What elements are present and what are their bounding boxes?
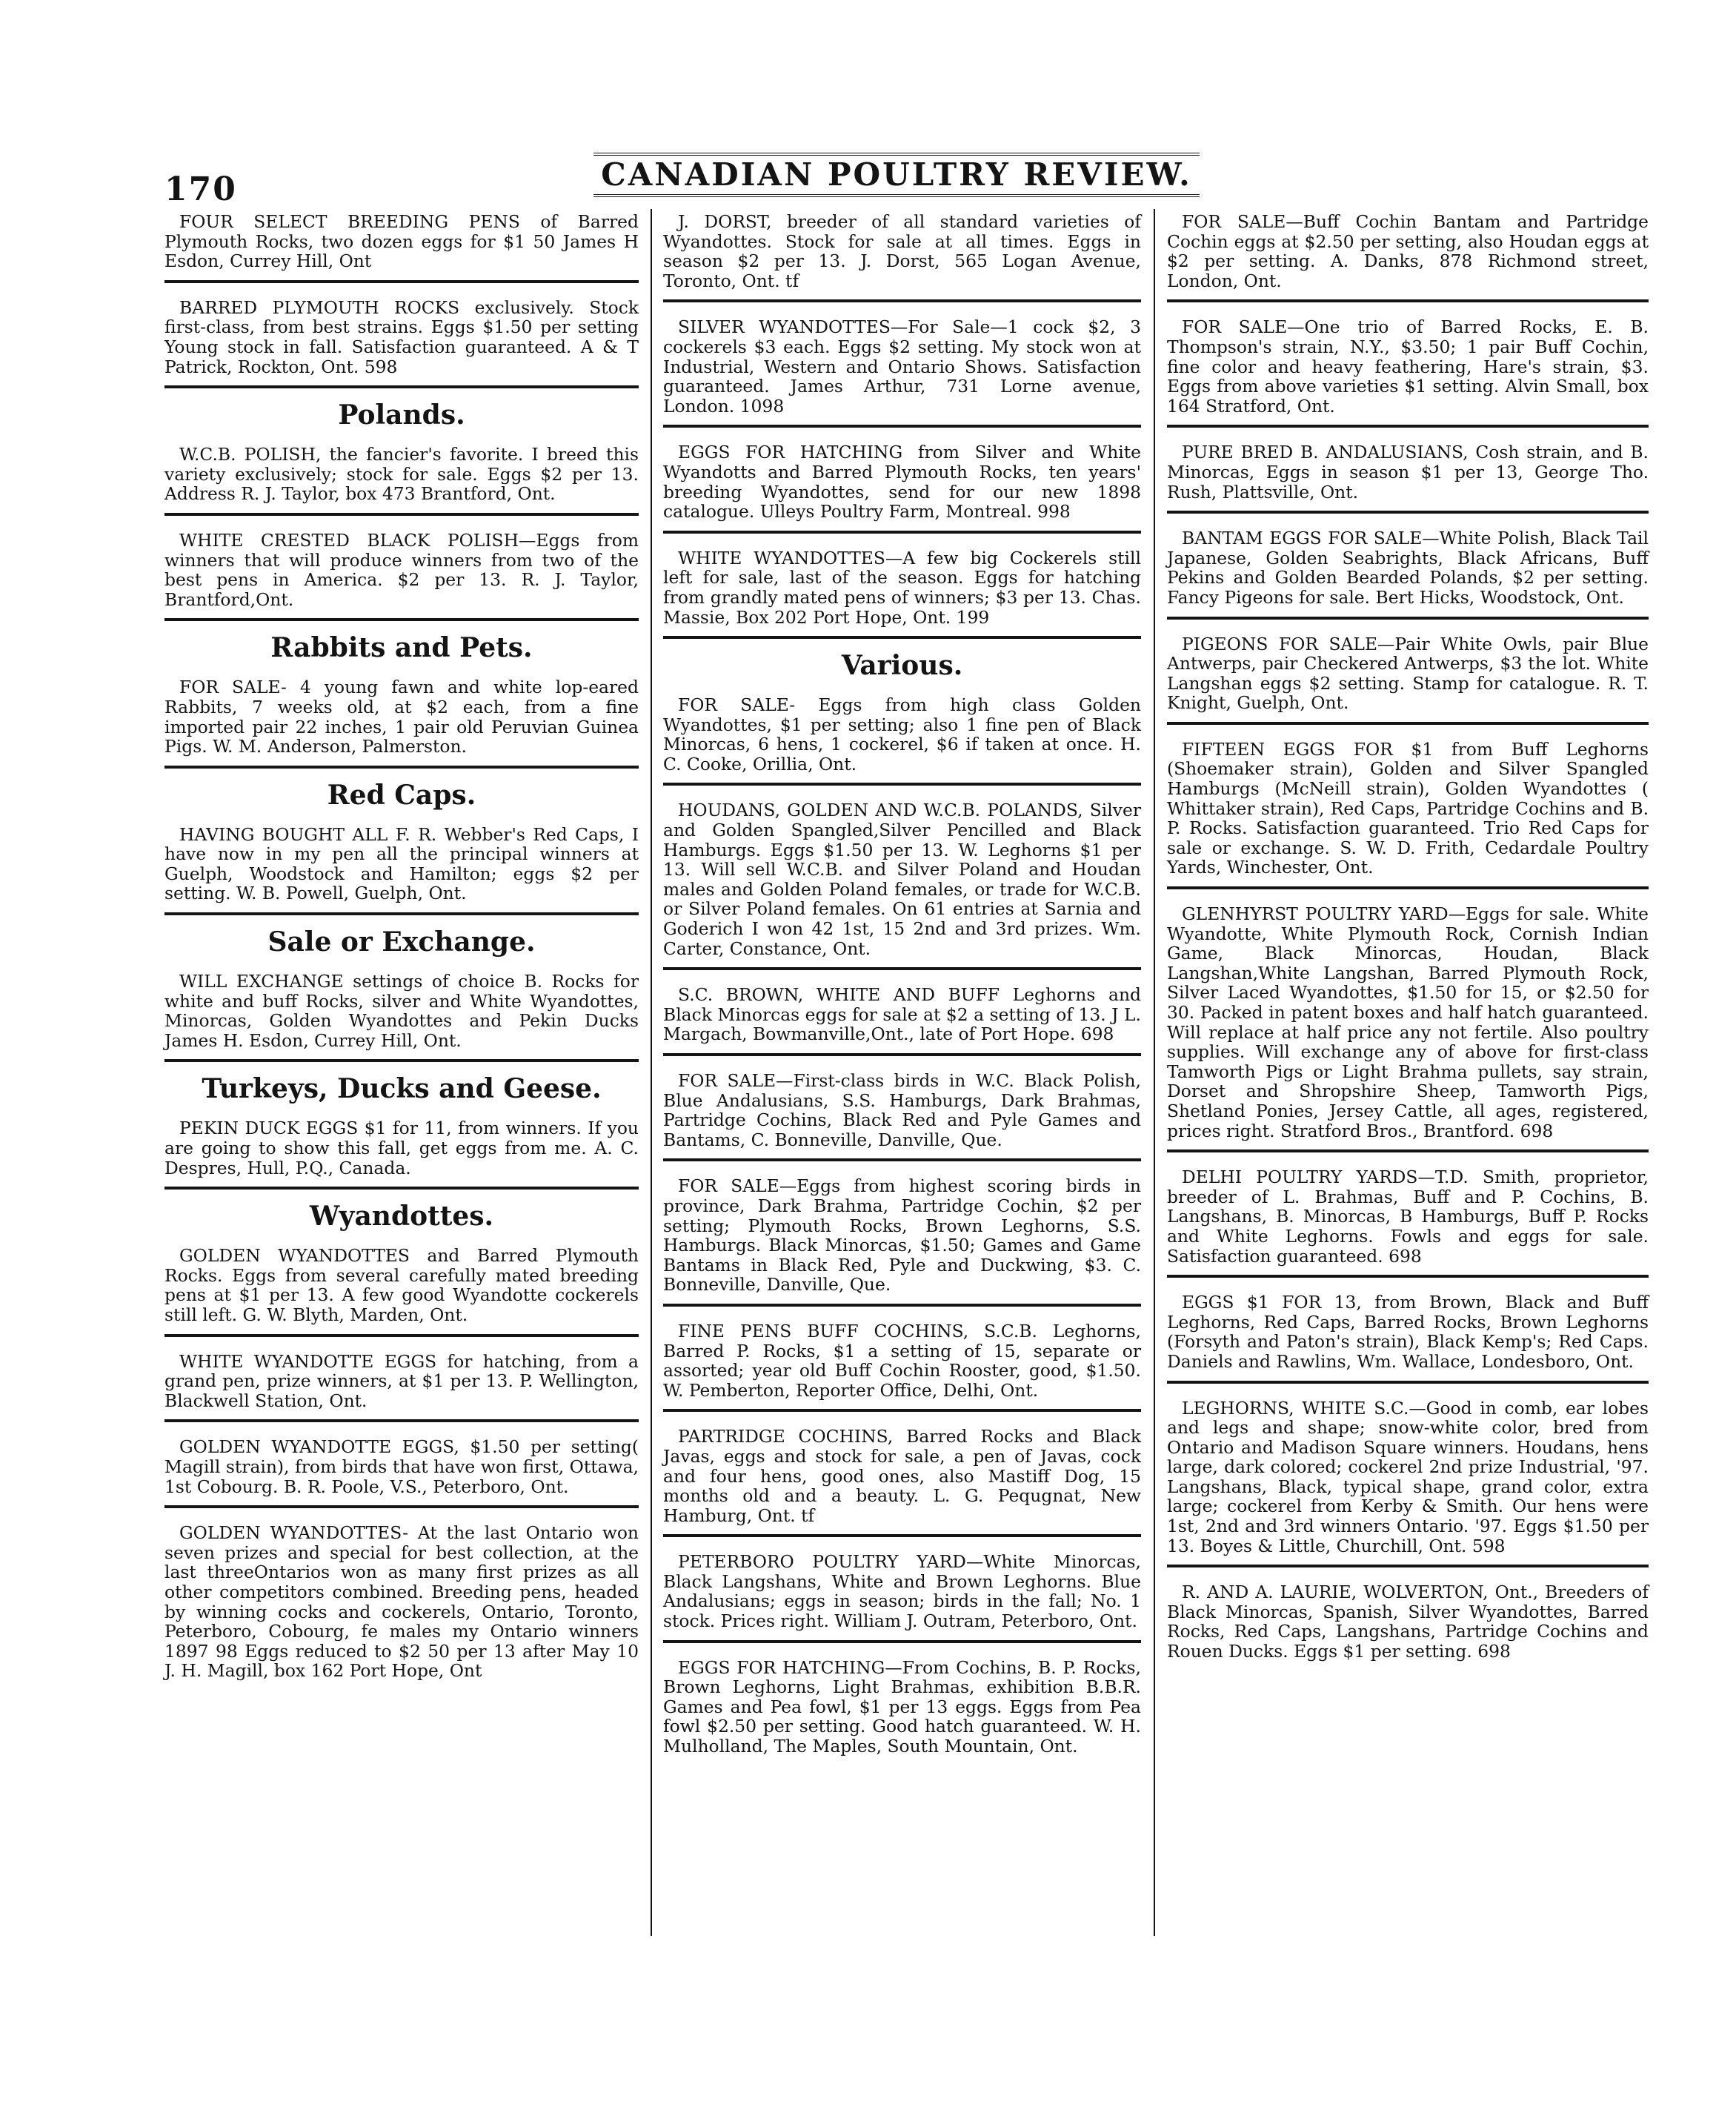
advertisement: W.C.B. POLISH, the fancier's favorite. I breed this variety exclusively; stock for sale. Eggs $2 per 13. Address R. J. Taylor, box 473 Brantford, Ont. <box>164 442 639 516</box>
advertisement: HOUDANS, GOLDEN AND W.C.B. POLANDS, Silver and Golden Spangled,Silver Pencilled and Black Hamburgs. Eggs $1.50 per 13. W. Leghorns $1 per 13. Will sell W.C.B. and Silver Poland and Houdan males and Golden Poland females, or trade for W.C.B. or Silver Poland females. On 61 entries at Sarnia and Goderich I won 42 1st, 15 2nd and 3rd prizes. Wm. Carter, Constance, Ont. <box>663 797 1141 970</box>
masthead <box>601 145 1192 205</box>
advertisement: PARTRIDGE COCHINS, Barred Rocks and Black Javas, eggs and stock for sale, a pen of Javas, cock and four hens, good ones, also Mastiff Dog, 15 months old and a beauty. L. G. Pequgnat, New Hamburg, Ont. tf <box>663 1424 1141 1537</box>
column-3 <box>1167 209 1649 1682</box>
advertisement: EGGS FOR HATCHING from Silver and White Wyandotts and Barred Plymouth Rocks, ten years' breeding Wyandottes, send for our new 1898 catalogue. Ulleys Poultry Farm, Montreal. 998 <box>663 439 1141 533</box>
advertisement: PURE BRED B. ANDALUSIANS, Cosh strain, and B. Minorcas, Eggs in season $1 per 13, George Tho. Rush, Plattsville, Ont. <box>1167 439 1649 514</box>
advertisement: S.C. BROWN, WHITE AND BUFF Leghorns and Black Minorcas eggs for sale at $2 a setting of 13. J L. Margach, Bowmanville,Ont., late of Port Hope. 698 <box>663 982 1141 1056</box>
section-heading-red-caps: Red Caps. <box>327 779 476 811</box>
advertisement: GOLDEN WYANDOTTES- At the last Ontario won seven prizes and special for best collection, at the last threeOntarios won as many first prizes as all other competitors combined. Breeding pens, headed by winning cocks and cockerels, Ontario, Toronto, Peterboro, Cobourg, fe males my Ontario winners 1897 98 Eggs reduced to $2 50 per 13 after May 10 J. H. Magill, box 162 Port Hope, Ont <box>164 1522 639 1682</box>
advertisement: FOR SALE—Eggs from highest scoring birds in province, Dark Brahma, Partridge Cochin, $2 per setting; Plymouth Rocks, Brown Leghorns, S.S. Hamburgs. Black Minorcas, $1.50; Games and Game Bantams in Black Red, Pyle and Duckwing, $3. C. Bonneville, Danville, Que. <box>663 1173 1141 1307</box>
advertisement: FOR SALE- 4 young fawn and white lop-eared Rabbits, 7 weeks old, at $2 each, from a fine imported pair 22 inches, 1 pair old Peruvian Guinea Pigs. W. M. Anderson, Palmerston. <box>164 674 639 768</box>
advertisement: GLENHYRST POULTRY YARD—Eggs for sale. White Wyandotte, White Plymouth Rock, Cornish Indian Game, Black Minorcas, Houdan, Black Langshan,White Langshan, Barred Plymouth Rock, Silver Laced Wyandottes, $1.50 for 15, or $2.50 for 30. Packed in patent boxes and half hatch guaranteed. Will replace at half price any not fertile. Also poultry supplies. Will exchange any of above for first-class Tamworth Pigs or Light Brahma pullets, say strain, Dorset and Shropshire Sheep, Tamworth Pigs, Shetland Ponies, Jersey Cattle, all ages, registered, prices right. Stratford Bros., Brantford. 698 <box>1167 901 1649 1152</box>
advertisement: PEKIN DUCK EGGS $1 for 11, from winners. If you are going to show this fall, get eggs from me. A. C. Despres, Hull, P.Q., Canada. <box>164 1115 639 1190</box>
advertisement: WHITE WYANDOTTES—A few big Cockerels still left for sale, last of the season. Eggs for hatching from grandly mated pens of winners; $3 per 13. Chas. Massie, Box 202 Port Hope, Ont. 199 <box>663 545 1141 639</box>
advertisement: WILL EXCHANGE settings of choice B. Rocks for white and buff Rocks, silver and White Wyandottes, Minorcas, Golden Wyandottes and Pekin Ducks James H. Esdon, Currey Hill, Ont. <box>164 969 639 1062</box>
advertisement: WHITE WYANDOTTE EGGS for hatching, from a grand pen, prize winners, at $1 per 13. P. Wellington, Blackwell Station, Ont. <box>164 1349 639 1423</box>
section-heading-various: Various. <box>841 650 963 682</box>
advertisement: PETERBORO POULTRY YARD—White Minorcas, Black Langshans, White and Brown Leghorns. Blue Andalusians; eggs in season; birds in the fall; No. 1 stock. Prices right. William J. Outram, Peterboro, Ont. <box>663 1549 1141 1642</box>
page-number: 170 <box>164 170 237 208</box>
advertisement: FOR SALE—Buff Cochin Bantam and Partridge Cochin eggs at $2.50 per setting, also Houdan eggs at $2 per setting. A. Danks, 878 Richmond street, London, Ont. <box>1167 209 1649 302</box>
masthead-title: CANADIAN POULTRY REVIEW. <box>593 153 1199 197</box>
column-2 <box>663 209 1141 1777</box>
section-heading-sale-exchange: Sale or Exchange. <box>267 926 536 958</box>
column-rule-1 <box>651 209 652 1936</box>
advertisement: EGGS FOR HATCHING—From Cochins, B. P. Rocks, Brown Leghorns, Light Brahmas, exhibition B.B.R. Games and Pea fowl, $1 per 13 eggs. Eggs from Pea fowl $2.50 per setting. Good hatch guaranteed. W. H. Mulholland, The Maples, South Mountain, Ont. <box>663 1656 1141 1757</box>
advertisement: FOUR SELECT BREEDING PENS of Barred Plymouth Rocks, two dozen eggs for $1 50 James H Esdon, Currey Hill, Ont <box>164 209 639 283</box>
advertisement: PIGEONS FOR SALE—Pair White Owls, pair Blue Antwerps, pair Checkered Antwerps, $3 the lot. White Langshan eggs $2 setting. Stamp for catalogue. R. T. Knight, Guelph, Ont. <box>1167 631 1649 725</box>
section-heading-rabbits: Rabbits and Pets. <box>270 632 533 664</box>
section-heading-turkeys: Turkeys, Ducks and Geese. <box>202 1073 602 1105</box>
advertisement: FIFTEEN EGGS FOR $1 from Buff Leghorns (Shoemaker strain), Golden and Silver Spangled Hamburgs (McNeill strain), Golden Wyandottes ( Whittaker strain), Red Caps, Partridge Cochins and B. P. Rocks. Satisfaction guaranteed. Trio Red Caps for sale or exchange. S. W. D. Frith, Cedardale Poultry Yards, Winchester, Ont. <box>1167 737 1649 889</box>
advertisement: FINE PENS BUFF COCHINS, S.C.B. Leghorns, Barred P. Rocks, $1 a setting of 15, separate or assorted; year old Buff Cochin Rooster, good, $1.50. W. Pemberton, Reporter Office, Delhi, Ont. <box>663 1318 1141 1412</box>
advertisement: BARRED PLYMOUTH ROCKS exclusively. Stock first-class, from best strains. Eggs $1.50 per setting Young stock in fall. Satisfaction guaranteed. A & T Patrick, Rockton, Ont. 598 <box>164 295 639 388</box>
advertisement: EGGS $1 FOR 13, from Brown, Black and Buff Leghorns, Red Caps, Barred Rocks, Brown Leghorns (Forsyth and Paton's strain), Black Kemp's; Red Caps. Daniels and Rawlins, Wm. Wallace, Londesboro, Ont. <box>1167 1290 1649 1383</box>
advertisement: WHITE CRESTED BLACK POLISH—Eggs from winners that will produce winners from two of the best pens in America. $2 per 13. R. J. Taylor, Brantford,Ont. <box>164 528 639 621</box>
advertisement: J. DORST, breeder of all standard varieties of Wyandottes. Stock for sale at all times. Eggs in season $2 per 13. J. Dorst, 565 Logan Avenue, Toronto, Ont. tf <box>663 209 1141 302</box>
advertisement: DELHI POULTRY YARDS—T.D. Smith, proprietor, breeder of L. Brahmas, Buff and P. Cochins, B. Langshans, B. Minorcas, B Hamburgs, Buff P. Rocks and White Leghorns. Fowls and eggs for sale. Satisfaction guaranteed. 698 <box>1167 1164 1649 1278</box>
column-1 <box>164 209 639 1702</box>
advertisement: BANTAM EGGS FOR SALE—White Polish, Black Tail Japanese, Golden Seabrights, Black Africans, Buff Pekins and Golden Bearded Polands, $2 per setting. Fancy Pigeons for sale. Bert Hicks, Woodstock, Ont. <box>1167 525 1649 619</box>
advertisement: R. AND A. LAURIE, WOLVERTON, Ont., Breeders of Black Minorcas, Spanish, Silver Wyandottes, Barred Rocks, Red Caps, Langshans, Partridge Cochins and Rouen Ducks. Eggs $1 per setting. 698 <box>1167 1582 1649 1662</box>
advertisement: GOLDEN WYANDOTTES and Barred Plymouth Rocks. Eggs from several carefully mated breeding pens at $1 per 13. A few good Wyandotte cockerels still left. G. W. Blyth, Marden, Ont. <box>164 1243 639 1336</box>
advertisement: GOLDEN WYANDOTTE EGGS, $1.50 per setting( Magill strain), from birds that have won first, Ottawa, 1st Cobourg. B. R. Poole, V.S., Peterboro, Ont. <box>164 1434 639 1508</box>
advertisement: FOR SALE—One trio of Barred Rocks, E. B. Thompson's strain, N.Y., $3.50; 1 pair Buff Cochin, fine color and heavy feathering, Hare's strain, $3. Eggs from above varieties $1 setting. Alvin Small, box 164 Stratford, Ont. <box>1167 314 1649 428</box>
advertisement: SILVER WYANDOTTES—For Sale—1 cock $2, 3 cockerels $3 each. Eggs $2 setting. My stock won at Industrial, Western and Ontario Shows. Satisfaction guaranteed. James Arthur, 731 Lorne avenue, London. 1098 <box>663 314 1141 428</box>
advertisement: FOR SALE—First-class birds in W.C. Black Polish, Blue Andalusians, S.S. Hamburgs, Dark Brahmas, Partridge Cochins, Black Red and Pyle Games and Bantams, C. Bonneville, Danville, Que. <box>663 1068 1141 1161</box>
advertisement: HAVING BOUGHT ALL F. R. Webber's Red Caps, I have now in my pen all the principal winners at Guelph, Woodstock and Hamilton; eggs $2 per setting. W. B. Powell, Guelph, Ont. <box>164 822 639 915</box>
section-heading-polands: Polands. <box>338 399 465 431</box>
column-rule-2 <box>1154 209 1155 1936</box>
advertisement: FOR SALE- Eggs from high class Golden Wyandottes, $1 per setting; also 1 fine pen of Black Minorcas, 6 hens, 1 cockerel, $6 if taken at once. H. C. Cooke, Orillia, Ont. <box>663 692 1141 786</box>
section-heading-wyandottes: Wyandottes. <box>309 1201 494 1233</box>
advertisement: LEGHORNS, WHITE S.C.—Good in comb, ear lobes and legs and shape; snow-white color, bred from Ontario and Madison Square winners. Houdans, hens large, dark colored; cockerel 2nd prize Industrial, '97. Langshans, Black, typical shape, grand color, extra large; cockerel from Kerby & Smith. Our hens were 1st, 2nd and 3rd winners Ontario. '97. Eggs $1.50 per 13. Boyes & Little, Churchill, Ont. 598 <box>1167 1396 1649 1568</box>
